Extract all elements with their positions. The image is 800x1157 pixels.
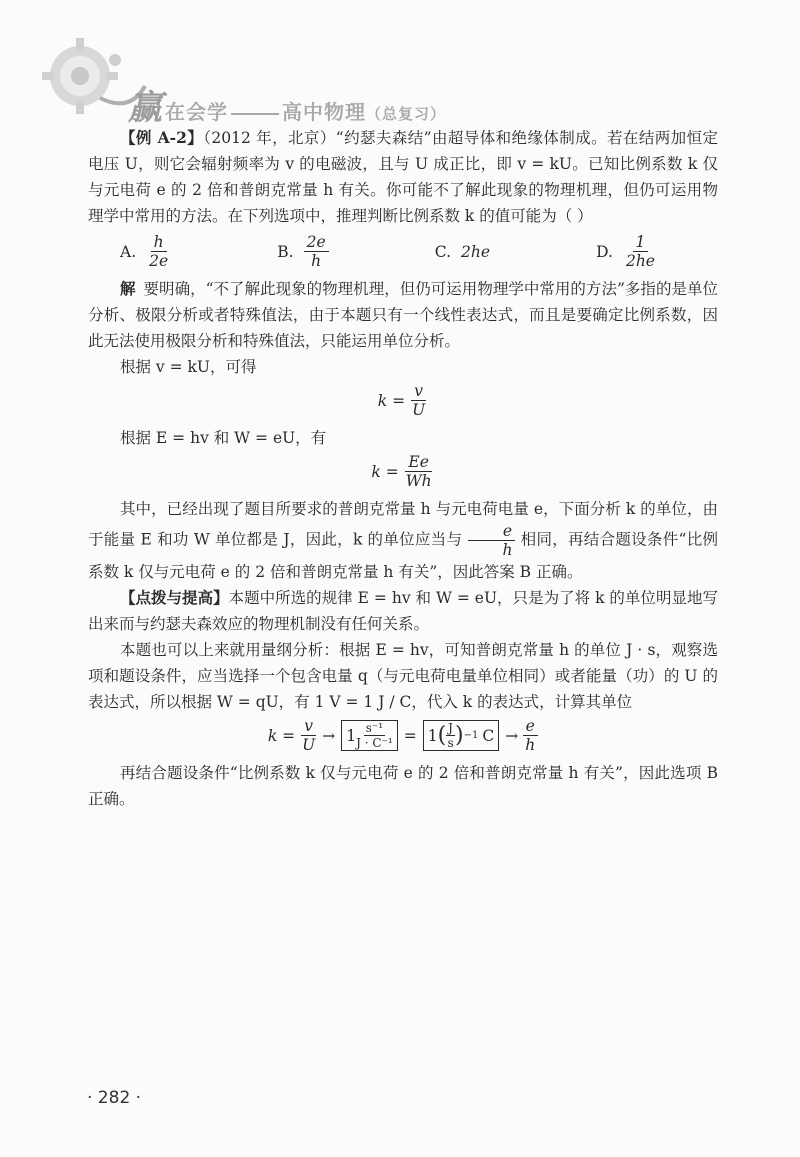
answer-options — [88, 233, 718, 270]
brand-sub: （总复习） — [366, 105, 447, 123]
option-d — [596, 233, 658, 270]
eq3-lhs: k = — [267, 726, 296, 745]
eq3-b1-pre: 1 — [346, 726, 357, 745]
para4-text-a: 其中，已经出现了题目所要求的普朗克常量 h 与元电荷电量 e，下面分析 k 的单位，由于能量 E 和功 W 单位都是 J，因此，k 的单位应当与 — [88, 500, 718, 549]
paren-close: ) — [454, 722, 464, 748]
eq3-bracket-2 — [423, 720, 500, 751]
eq3-b1-den: J · C⁻¹ — [356, 736, 393, 750]
eq3-b2-num: J — [448, 721, 453, 735]
equation-3 — [88, 717, 718, 754]
para4-text-b: 相同，再结合题设条件“比例系数 k 仅与元电荷 e 的 2 倍和普朗克常量 h 有关”，因此答案 B 正确。 — [88, 530, 718, 581]
eq2-num: Ee — [405, 453, 432, 472]
eq2-lhs: k = — [371, 462, 399, 481]
page-content — [88, 125, 718, 812]
tip-tag: 【点拨与提高】 — [120, 588, 229, 607]
option-a-num: h — [151, 233, 167, 252]
eq2-den: Wh — [405, 472, 432, 490]
para4-frac-den: h — [502, 541, 513, 559]
eq1-num: v — [411, 382, 426, 401]
option-b-label: B. — [277, 242, 294, 261]
eq1-frac — [409, 382, 428, 419]
option-b-num: 2e — [304, 233, 329, 252]
paren-open: ( — [437, 722, 447, 748]
solution-para5: 本题也可以上来就用量纲分析：根据 E = hv，可知普朗克常量 h 的单位 J · s，观察选项和题设条件，应当选择一个包含电量 q（与元电荷电量单位相同）或者能量（功）的 U 的表达式，所以根据 W = qU，有 1 V = 1 J / C，代入 k 的表达式，计算其单位 — [88, 641, 718, 711]
option-d-frac — [623, 233, 658, 270]
eq3-b2-frac — [446, 721, 455, 750]
brand-text: 在会学 — [165, 100, 228, 124]
solution-para3: 根据 E = hv 和 W = eU，有 — [120, 429, 327, 447]
example-question — [88, 125, 718, 229]
option-b — [277, 233, 328, 270]
eq3-frac — [299, 717, 318, 754]
eq3-bracket-1 — [341, 720, 397, 751]
eq1-den: U — [412, 401, 426, 419]
option-a — [120, 233, 171, 270]
solution-label: 解 — [120, 279, 136, 298]
eq3-rden: h — [525, 736, 536, 754]
example-text: （2012 年，北京）“约瑟夫森结”由超导体和绝缘体制成。若在结两加恒定电压 U，则它会辐射频率为 v 的电磁波，且与 U 成正比，即 v = kU。已知比例系数 k 仅与元电荷 e 的 2 倍和普朗克常量 h 有关。你可能不了解此现象的物理机理，但仍可运用物理学中常用的方法。在下列选项中，推理判断比例系数 k 的值可能为（ ） — [88, 129, 719, 225]
brand-title — [128, 80, 446, 129]
option-a-label: A. — [120, 242, 137, 261]
eq3-rnum: e — [523, 717, 538, 736]
option-d-label: D. — [596, 242, 613, 261]
option-c — [435, 233, 490, 270]
option-c-label: C. — [434, 242, 451, 261]
equation-2 — [88, 453, 718, 490]
solution-para4 — [88, 496, 718, 585]
option-b-den: h — [311, 252, 322, 270]
equals: = — [403, 726, 417, 745]
equation-1 — [88, 382, 718, 419]
eq3-b1-num: s⁻¹ — [365, 721, 384, 735]
book-header — [40, 38, 460, 128]
option-c-text: 2he — [461, 242, 491, 261]
example-tag: 【例 A-2】 — [120, 128, 204, 147]
brand-big-char: 赢 — [128, 88, 163, 128]
eq3-b2-exp: −1 — [463, 730, 479, 741]
solution-para2: 根据 v = kU，可得 — [120, 358, 257, 376]
solution-para1 — [88, 276, 718, 354]
para4-frac — [467, 522, 515, 559]
arrow-2: → — [505, 726, 519, 745]
tip-text: 本题中所选的规律 E = hv 和 W = eU，只是为了将 k 的单位明显地写出来而与约瑟夫森效应的物理机制没有任何关系。 — [88, 589, 718, 633]
eq3-b1-frac — [356, 721, 393, 750]
brand-dash — [231, 113, 279, 115]
arrow-1: → — [322, 726, 336, 745]
eq3-num: v — [301, 717, 316, 736]
eq2-frac — [403, 453, 435, 490]
option-d-num: 1 — [633, 233, 649, 252]
eq3-b2-pre: 1 — [427, 726, 438, 745]
option-a-den: 2e — [149, 252, 169, 270]
para4-frac-num: e — [468, 522, 515, 541]
solution-text-1: 要明确，“不了解此现象的物理机理，但仍可运用物理学中常用的方法”多指的是单位分析、极限分析或者特殊值法，由于本题只有一个线性表达式，而且是要确定比例系数，因此无法使用极限分析和特殊值法，只能运用单位分析。 — [88, 280, 718, 350]
eq3-b2-den: s — [447, 736, 454, 750]
option-d-den: 2he — [625, 252, 655, 270]
brand-series: 高中物理 — [282, 100, 366, 124]
option-a-frac — [146, 233, 171, 270]
page-number: · 282 · — [87, 1088, 142, 1108]
solution-para6: 再结合题设条件“比例系数 k 仅与元电荷 e 的 2 倍和普朗克常量 h 有关”，因此选项 B 正确。 — [88, 764, 718, 808]
tip-paragraph — [88, 585, 718, 637]
option-b-frac — [304, 233, 329, 270]
eq1-lhs: k = — [377, 391, 406, 410]
eq3-den: U — [302, 736, 316, 754]
eq3-result-frac — [522, 717, 538, 754]
eq3-b2-post: C — [482, 726, 495, 745]
